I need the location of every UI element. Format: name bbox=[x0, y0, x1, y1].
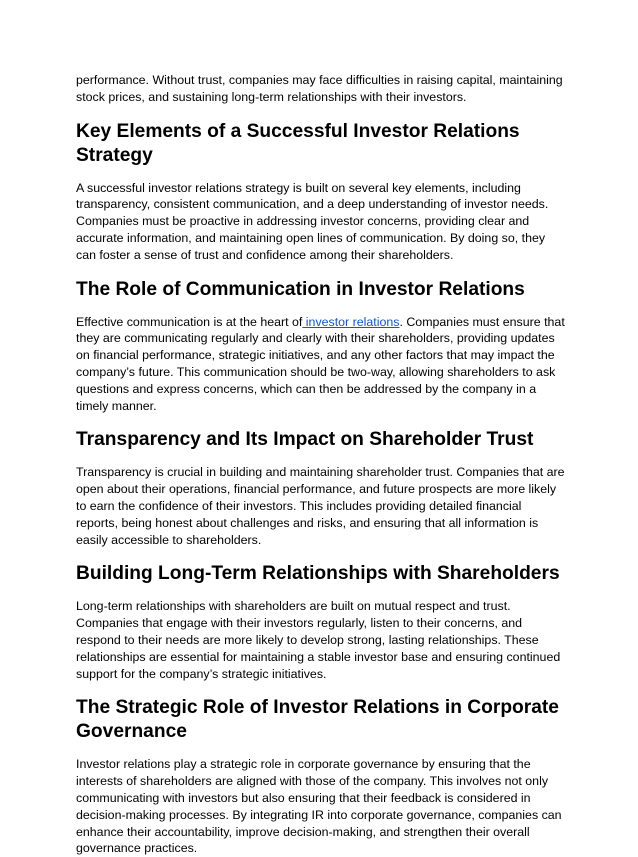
paragraph-transparency: Transparency is crucial in building and maintaining shareholder trust. Companies that are open about their operations, financial performance, and future prospects are more likely to earn the confidence of their investors. This includes providing detailed financial reports, being honest about challenges and risks, and ensuring that all information is easily accessible to shareholders. bbox=[76, 465, 565, 547]
heading-governance: The Strategic Role of Investor Relations in Corporate Governance bbox=[76, 697, 559, 743]
heading-communication: The Role of Communication in Investor Relations bbox=[76, 278, 525, 300]
section-long-term bbox=[76, 562, 566, 682]
heading-key-elements: Key Elements of a Successful Investor Relations Strategy bbox=[76, 120, 520, 166]
paragraph-long-term: Long-term relationships with shareholders are built on mutual respect and trust. Companies that engage with their investors regularly, listen to their concerns, and respond to their needs are more likely to develop strong, lasting relationships. These relationships are essential for maintaining a stable investor base and ensuring continued support for the company’s strategic initiatives. bbox=[76, 599, 561, 681]
paragraph-governance: Investor relations play a strategic role in corporate governance by ensuring that the interests of shareholders are aligned with those of the company. This involves not only communicating with investors but also ensuring that their feedback is considered in decision-making processes. By integrating IR into corporate governance, companies can enhance their accountability, improve decision-making, and strengthen their overall governance practices. bbox=[76, 757, 562, 856]
paragraph-communication bbox=[76, 314, 566, 415]
section-key-elements bbox=[76, 120, 566, 264]
investor-relations-link[interactable]: investor relations bbox=[302, 314, 400, 329]
section-communication bbox=[76, 278, 566, 415]
intro-paragraph: performance. Without trust, companies may face difficulties in raising capital, maintaining stock prices, and sustaining long-term relationships with their investors. bbox=[76, 73, 563, 104]
paragraph-key-elements: A successful investor relations strategy is built on several key elements, including transparency, consistent communication, and a deep understanding of investor needs. Companies must be proactive in addressing investor concerns, providing clear and accurate information, and maintaining open lines of communication. By doing so, they can foster a sense of trust and confidence among their shareholders. bbox=[76, 180, 549, 262]
paragraph-communication-end: . Companies must ensure that they are communicating regularly and clearly with their shareholders, providing updates on financial performance, strategic initiatives, and any other factors that may impact the company’s future. This communication should be two-way, allowing shareholders to ask questions and express concerns, which can then be addressed by the company in a timely manner. bbox=[76, 314, 565, 413]
section-transparency bbox=[76, 428, 566, 548]
paragraph-communication-start: Effective communication is at the heart of bbox=[76, 314, 303, 329]
heading-long-term: Building Long-Term Relationships with Shareholders bbox=[76, 563, 560, 585]
document-page bbox=[76, 72, 566, 857]
heading-transparency: Transparency and Its Impact on Shareholder Trust bbox=[76, 429, 534, 451]
section-governance bbox=[76, 696, 566, 857]
